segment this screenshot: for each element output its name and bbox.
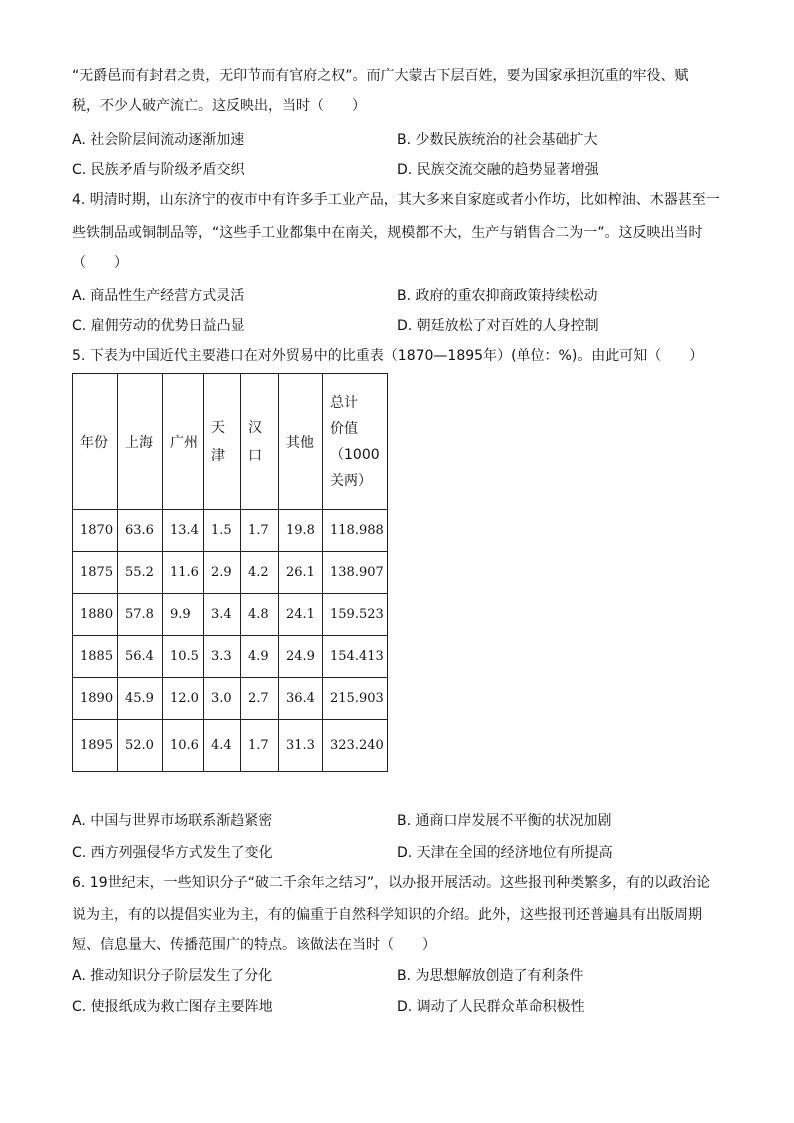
q6-text-line2: 说为主，有的以提倡实业为主，有的偏重于自然科学知识的介绍。此外，这些报刊还普遍具有出版周期 [72, 907, 702, 923]
header-total [323, 374, 388, 510]
cell: 55.2 [118, 552, 163, 594]
cell: 36.4 [279, 678, 323, 720]
table-row [73, 636, 388, 678]
cell: 10.5 [163, 636, 204, 678]
cell: 159.523 [323, 594, 388, 636]
table-row [73, 552, 388, 594]
q5-option-d: D. 天津在全国的经济地位有所提高 [397, 845, 613, 861]
cell: 9.9 [163, 594, 204, 636]
table-row [73, 594, 388, 636]
header-tianjin-2: 津 [211, 447, 225, 464]
cell: 118.988 [323, 510, 388, 552]
header-total-1: 总计 [330, 394, 358, 411]
q3-option-a: A. 社会阶层间流动逐渐加速 [72, 132, 245, 148]
cell: 323.240 [323, 720, 388, 772]
q5-option-b: B. 通商口岸发展不平衡的状况加剧 [397, 813, 612, 829]
cell: 13.4 [163, 510, 204, 552]
q4-option-c: C. 雇佣劳动的优势日益凸显 [72, 318, 245, 334]
cell: 24.1 [279, 594, 323, 636]
table-row [73, 678, 388, 720]
cell: 56.4 [118, 636, 163, 678]
cell: 45.9 [118, 678, 163, 720]
cell: 1.5 [204, 510, 241, 552]
header-hankou [241, 374, 279, 510]
cell: 1875 [73, 552, 118, 594]
q5-text-line1: 5. 下表为中国近代主要港口在对外贸易中的比重表（1870—1895年）(单位：%)。由此可知（ ） [72, 348, 704, 364]
cell: 1.7 [241, 720, 279, 772]
cell: 63.6 [118, 510, 163, 552]
header-guangzhou: 广州 [163, 374, 204, 510]
header-hankou-2: 口 [248, 447, 262, 464]
port-trade-table [72, 373, 388, 772]
q4-text-line3: （ ） [72, 255, 128, 271]
header-tianjin-1: 天 [211, 419, 225, 436]
cell: 3.3 [204, 636, 241, 678]
cell: 4.2 [241, 552, 279, 594]
header-tianjin [204, 374, 241, 510]
header-hankou-1: 汉 [248, 419, 262, 436]
q4-text-line1: 4. 明清时期，山东济宁的夜市中有许多手工业产品，其大多来自家庭或者小作坊，比如榨油、木器甚至一 [72, 192, 720, 208]
q4-option-b: B. 政府的重农抑商政策持续松动 [397, 288, 598, 304]
q6-text-line1: 6. 19世纪末，一些知识分子“破二千余年之结习”，以办报开展活动。这些报刊种类繁多，有的以政治论 [72, 875, 711, 891]
cell: 31.3 [279, 720, 323, 772]
q3-option-b: B. 少数民族统治的社会基础扩大 [397, 132, 598, 148]
header-total-3: （1000 [330, 446, 380, 463]
q6-option-d: D. 调动了人民群众革命积极性 [397, 999, 585, 1015]
q4-text-line2: 些铁制品或铜制品等，“这些手工业都集中在南关，规模都不大，生产与销售合二为一”。这反映出当时 [72, 225, 703, 241]
q4-option-a: A. 商品性生产经营方式灵活 [72, 288, 245, 304]
table-row [73, 720, 388, 772]
q5-option-c: C. 西方列强侵华方式发生了变化 [72, 845, 273, 861]
header-total-4: 关两） [330, 472, 372, 489]
q3-option-c: C. 民族矛盾与阶级矛盾交织 [72, 162, 245, 178]
q6-option-c: C. 使报纸成为救亡图存主要阵地 [72, 999, 273, 1015]
cell: 138.907 [323, 552, 388, 594]
cell: 4.8 [241, 594, 279, 636]
cell: 215.903 [323, 678, 388, 720]
cell: 1885 [73, 636, 118, 678]
q6-option-b: B. 为思想解放创造了有利条件 [397, 968, 584, 984]
cell: 19.8 [279, 510, 323, 552]
cell: 26.1 [279, 552, 323, 594]
cell: 3.0 [204, 678, 241, 720]
q3-text-line1: “无爵邑而有封君之贵，无印节而有官府之权”。而广大蒙古下层百姓，要为国家承担沉重的牢役、赋 [72, 68, 689, 84]
header-shanghai: 上海 [118, 374, 163, 510]
cell: 1870 [73, 510, 118, 552]
cell: 4.4 [204, 720, 241, 772]
header-other: 其他 [279, 374, 323, 510]
cell: 154.413 [323, 636, 388, 678]
header-total-2: 价值 [330, 420, 358, 437]
cell: 2.7 [241, 678, 279, 720]
cell: 1890 [73, 678, 118, 720]
cell: 10.6 [163, 720, 204, 772]
q6-option-a: A. 推动知识分子阶层发生了分化 [72, 968, 273, 984]
cell: 1895 [73, 720, 118, 772]
q6-text-line3: 短、信息量大、传播范围广的特点。该做法在当时（ ） [72, 937, 436, 953]
cell: 1880 [73, 594, 118, 636]
q4-option-d: D. 朝廷放松了对百姓的人身控制 [397, 318, 599, 334]
cell: 2.9 [204, 552, 241, 594]
q5-option-a: A. 中国与世界市场联系渐趋紧密 [72, 813, 273, 829]
cell: 11.6 [163, 552, 204, 594]
cell: 24.9 [279, 636, 323, 678]
q3-text-line2: 税，不少人破产流亡。这反映出，当时（ ） [72, 98, 366, 114]
cell: 4.9 [241, 636, 279, 678]
cell: 1.7 [241, 510, 279, 552]
header-year: 年份 [73, 374, 118, 510]
table-row [73, 510, 388, 552]
cell: 12.0 [163, 678, 204, 720]
cell: 57.8 [118, 594, 163, 636]
q3-option-d: D. 民族交流交融的趋势显著增强 [397, 162, 599, 178]
table-header-row [73, 374, 388, 510]
cell: 52.0 [118, 720, 163, 772]
cell: 3.4 [204, 594, 241, 636]
